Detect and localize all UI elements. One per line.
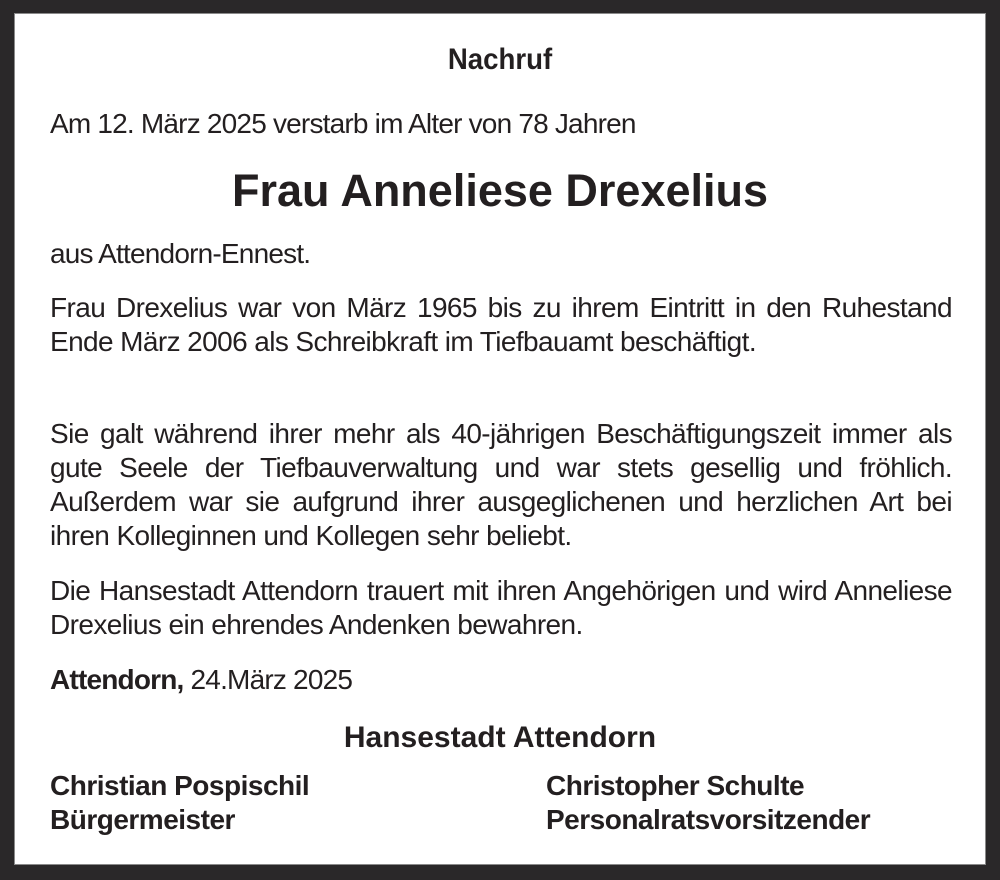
place: Attendorn,	[50, 664, 184, 695]
signatory-2	[546, 769, 870, 837]
signatory-1	[50, 769, 309, 837]
signatory-1-role: Bürgermeister	[50, 804, 235, 835]
date: 24.März 2025	[183, 664, 353, 695]
deceased-name: Frau Anneliese Drexelius	[231, 165, 769, 216]
intro-line: Am 12. März 2025 verstarb im Alter von 78 Jahren	[50, 108, 636, 139]
signatory-2-role: Personalratsvorsitzender	[546, 804, 871, 835]
paragraph-mourning: Die Hansestadt Attendorn trauert mit ihren Angehörigen und wird Anneliese Drexelius ein ehrendes Andenken bewahren.	[50, 575, 952, 640]
organization-name: Hansestadt Attendorn	[343, 721, 657, 754]
obituary-notice	[14, 13, 986, 865]
paragraph-employment: Frau Drexelius war von März 1965 bis zu ihrem Eintritt in den Ruhestand Ende März 2006 als Schreibkraft im Tiefbauamt beschäftigt.	[50, 292, 952, 357]
notice-title: Nachruf	[447, 43, 553, 76]
signatory-1-name: Christian Pospischil	[50, 770, 310, 801]
place-date-line	[50, 663, 952, 697]
signatory-2-name: Christopher Schulte	[546, 770, 805, 801]
paragraph-character: Sie galt während ihrer mehr als 40-jährigen Beschäftigungszeit immer als gute Seele der Tiefbauverwaltung und war stets gesellig und fröhlich. Außerdem war sie aufgrund ihrer ausgeglichenen und herzlichen Art bei ihren Kolleginnen und Kollegen sehr beliebt.	[50, 418, 952, 551]
origin-line: aus Attendorn-Ennest.	[50, 238, 311, 269]
